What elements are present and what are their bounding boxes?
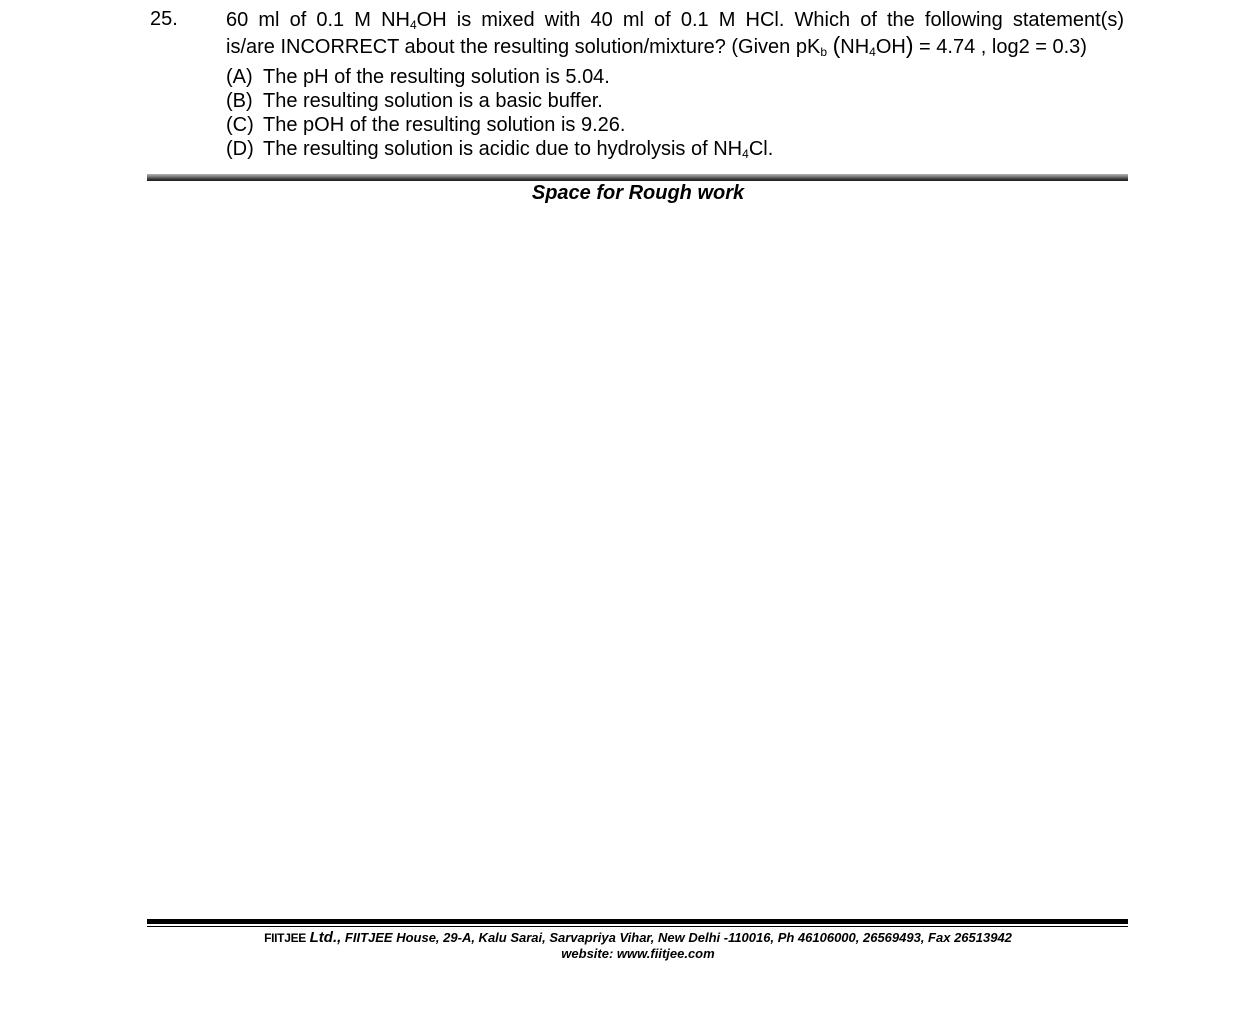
footer-website: website: www.fiitjee.com: [561, 946, 715, 961]
option-text: The resulting solution is a basic buffer.: [263, 90, 603, 112]
question-stem-line-2: is/are INCORRECT about the resulting solution/mixture? (Given $pK_b$ $(NH_4OH) = 4.74$ , log2 = 0.3): [226, 32, 1087, 59]
option-b: [226, 89, 773, 113]
section-divider: [147, 174, 1128, 181]
option-c: [226, 113, 773, 137]
option-label: (C): [226, 114, 254, 136]
question-stem: [226, 7, 1124, 61]
footer-divider-thin: [147, 926, 1128, 927]
footer-brand: FIITJEE: [264, 931, 306, 945]
footer-divider-thick: [147, 919, 1128, 924]
option-text: The pOH of the resulting solution is 9.26.: [263, 114, 626, 136]
option-label: (B): [226, 90, 253, 112]
option-text: The resulting solution is acidic due to hydrolysis of $NH_4Cl$.: [263, 138, 774, 161]
footer-address-line: [0, 930, 1238, 946]
question-stem-line-1: 60 ml of 0.1 M $NH_4OH$ is mixed with 40 ml of 0.1 M HCl. Which of the following statement(s): [226, 9, 1124, 32]
option-a: [226, 65, 773, 89]
question-number: 25.: [150, 8, 178, 30]
option-text: The pH of the resulting solution is 5.04.: [263, 66, 610, 88]
option-label: (D): [226, 138, 254, 160]
footer-ltd: Ltd.,: [309, 929, 342, 946]
page-footer: [0, 930, 1238, 962]
answer-options: [226, 65, 773, 161]
footer-address: FIITJEE House, 29-A, Kalu Sarai, Sarvapriya Vihar, New Delhi -110016, Ph 46106000, 26569493, Fax 26513942: [344, 930, 1012, 945]
option-d: [226, 137, 773, 161]
rough-work-title: Space for Rough work: [531, 182, 745, 204]
option-label: (A): [226, 66, 253, 88]
